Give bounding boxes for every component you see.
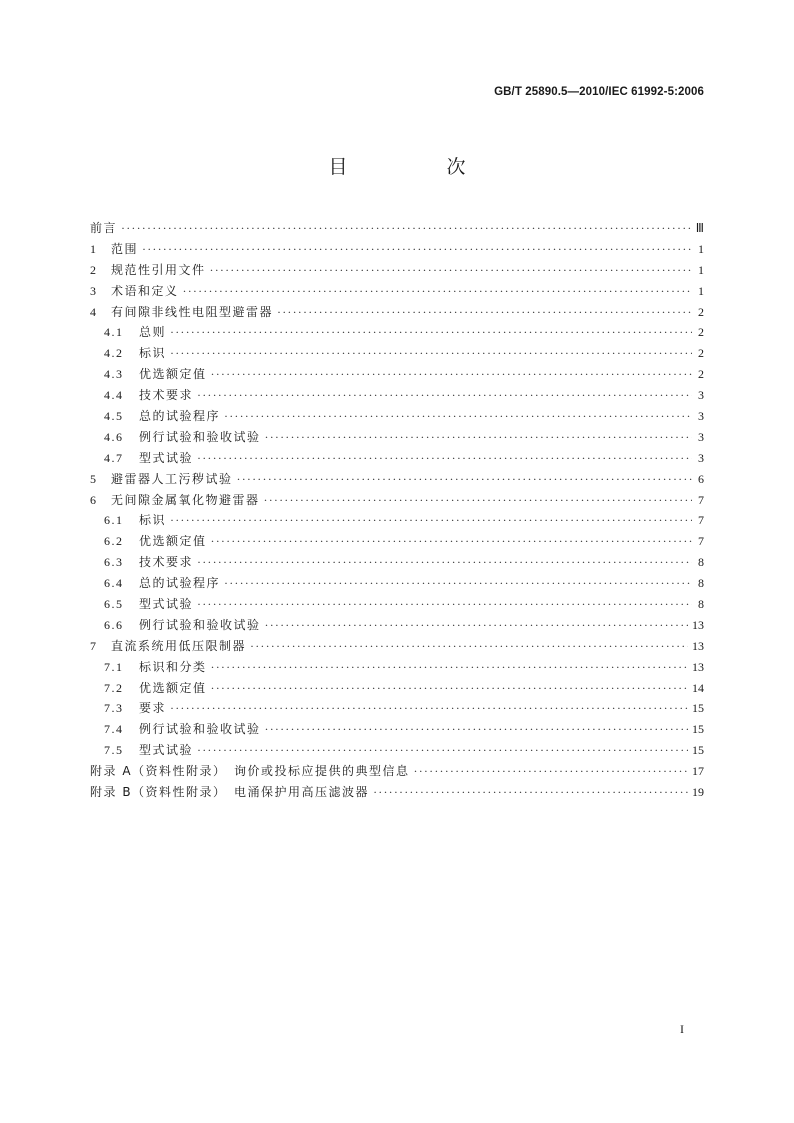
toc-entry-label: 技术要求 [139,388,194,403]
toc-dot-leader [211,678,688,699]
toc-entry-page: 3 [698,388,704,403]
toc-entry[interactable] [90,573,704,594]
toc-entry-label: 总则 [139,325,167,340]
toc-dot-leader [197,594,692,615]
toc-dot-leader [170,322,692,343]
toc-entry[interactable] [90,657,704,678]
toc-entry-label: 例行试验和验收试验 [139,617,261,632]
toc-dot-leader [197,448,692,469]
toc-entry-number: 6.2 [104,534,124,549]
toc-entry-page: 2 [698,304,704,319]
toc-entry-page: 3 [698,409,704,424]
toc-entry-page: 7 [698,492,704,507]
toc-entry[interactable] [90,552,704,573]
toc-dot-leader [250,636,688,657]
page-number: I [680,1022,684,1036]
toc-entry-label: 附录 B（资料性附录） 电涌保护用高压滤波器 [90,785,370,800]
toc-entry-number: 4.3 [104,367,124,382]
toc-entry[interactable] [90,469,704,490]
toc-entry-number: 6 [90,492,98,507]
toc-entry[interactable] [90,698,704,719]
standard-number: GB/T 25890.5—2010/IEC 61992-5:2006 [494,86,704,98]
toc-entry-label: 直流系统用低压限制器 [111,638,247,653]
toc-entry-label: 型式试验 [139,743,194,758]
toc-entry-label: 术语和定义 [111,283,179,298]
toc-entry-label: 前言 [90,221,118,235]
toc-entry[interactable] [90,218,704,239]
toc-entry-label: 总的试验程序 [139,409,221,424]
toc-entry-label: 优选额定值 [139,680,207,695]
toc-entry-label: 避雷器人工污秽试验 [111,471,233,486]
toc-entry-number: 6.6 [104,617,124,632]
toc-entry[interactable] [90,385,704,406]
toc-entry-page: 17 [692,764,704,779]
toc-entry-page: 1 [698,241,704,256]
toc-entry[interactable] [90,260,704,281]
toc-entry[interactable] [90,719,704,740]
toc-entry-label: 例行试验和验收试验 [139,429,261,444]
toc-dot-leader [224,406,692,427]
toc-entry[interactable] [90,490,704,511]
toc-entry-label: 范围 [111,241,139,256]
toc-entry-label: 优选额定值 [139,534,207,549]
toc-entry[interactable] [90,615,704,636]
toc-entry-page: 8 [698,597,704,612]
toc-entry-number: 7 [90,638,98,653]
toc-entry-number: 6.4 [104,576,124,591]
toc-entry-page: 14 [692,680,704,695]
toc-entry-number: 4.2 [104,346,124,361]
toc-entry-label: 无间隙金属氧化物避雷器 [111,492,260,507]
toc-entry-number: 4 [90,304,98,319]
toc-dot-leader [265,719,688,740]
toc-entry[interactable] [90,448,704,469]
toc-entry-page: 2 [698,367,704,382]
toc-entry[interactable] [90,678,704,699]
toc-entry-number: 3 [90,283,98,298]
toc-dot-leader [170,698,688,719]
toc-dot-leader [197,552,692,573]
toc-dot-leader [197,740,688,761]
toc-entry-page: 13 [692,617,704,632]
toc-entry-label: 技术要求 [139,555,194,570]
toc-dot-leader [224,573,692,594]
toc-dot-leader [211,657,688,678]
table-of-contents [90,218,704,803]
toc-entry-page: 2 [698,346,704,361]
toc-dot-leader [277,302,692,323]
toc-entry[interactable] [90,510,704,531]
toc-entry-number: 6.5 [104,597,124,612]
toc-entry-label: 要求 [139,701,167,716]
toc-entry-page: 13 [692,659,704,674]
toc-entry-page: 15 [692,743,704,758]
toc-dot-leader [264,490,692,511]
toc-entry-page: 7 [698,534,704,549]
toc-entry-page: 2 [698,325,704,340]
toc-entry-page: 8 [698,555,704,570]
toc-entry-number: 2 [90,262,98,277]
toc-entry-label: 标识 [139,513,167,528]
toc-entry-page: 3 [698,450,704,465]
toc-entry[interactable] [90,406,704,427]
toc-entry-page: 13 [692,638,704,653]
toc-entry-page: 3 [698,429,704,444]
toc-dot-leader [211,364,692,385]
toc-entry-label: 型式试验 [139,450,194,465]
toc-entry-number: 4.5 [104,409,124,424]
toc-entry-page: 6 [698,471,704,486]
toc-entry[interactable] [90,239,704,260]
toc-entry[interactable] [90,594,704,615]
toc-entry-number: 4.7 [104,450,124,465]
toc-entry[interactable] [90,782,704,803]
toc-entry-number: 5 [90,471,98,486]
toc-dot-leader [210,260,692,281]
toc-entry-number: 4.6 [104,429,124,444]
toc-entry[interactable] [90,427,704,448]
page-title: 目 次 [328,156,506,178]
toc-entry-label: 标识 [139,346,167,361]
toc-entry-number: 7.4 [104,722,124,737]
toc-entry-page: 19 [692,785,704,800]
toc-entry-number: 1 [90,241,98,256]
toc-entry-number: 4.1 [104,325,124,340]
toc-entry-number: 7.2 [104,680,124,695]
toc-entry-label: 优选额定值 [139,367,207,382]
toc-entry-page: 1 [698,262,704,277]
toc-entry-page: 15 [692,722,704,737]
toc-entry-label: 总的试验程序 [139,576,221,591]
toc-entry[interactable] [90,343,704,364]
toc-entry-page: 8 [698,576,704,591]
toc-dot-leader [265,427,692,448]
toc-dot-leader [197,385,692,406]
toc-entry-number: 7.1 [104,659,124,674]
toc-entry[interactable] [90,636,704,657]
toc-entry[interactable] [90,531,704,552]
toc-entry-number: 6.3 [104,555,124,570]
toc-entry[interactable] [90,740,704,761]
toc-dot-leader [373,782,688,803]
toc-dot-leader [211,531,692,552]
toc-entry-page: 1 [698,283,704,298]
toc-dot-leader [183,281,692,302]
toc-entry-label: 型式试验 [139,597,194,612]
toc-entry-page: 15 [692,701,704,716]
toc-entry[interactable] [90,281,704,302]
toc-entry-number: 7.3 [104,701,124,716]
toc-dot-leader [414,761,688,782]
toc-dot-leader [265,615,688,636]
toc-dot-leader [237,469,692,490]
toc-entry-number: 7.5 [104,743,124,758]
toc-dot-leader [170,510,692,531]
toc-dot-leader [170,343,692,364]
toc-entry-label: 例行试验和验收试验 [139,722,261,737]
toc-entry-page: 7 [698,513,704,528]
toc-entry-number: 6.1 [104,513,124,528]
toc-entry[interactable] [90,322,704,343]
toc-entry-label: 规范性引用文件 [111,262,206,277]
toc-entry-label: 有间隙非线性电阻型避雷器 [111,304,274,319]
toc-entry[interactable] [90,364,704,385]
toc-entry-label: 标识和分类 [139,659,207,674]
toc-entry-label: 附录 A（资料性附录） 询价或投标应提供的典型信息 [90,764,410,779]
toc-entry[interactable] [90,761,704,782]
toc-entry-page: Ⅲ [695,221,704,235]
toc-entry[interactable] [90,302,704,323]
toc-entry-number: 4.4 [104,388,124,403]
toc-dot-leader [121,218,692,239]
toc-dot-leader [142,239,692,260]
